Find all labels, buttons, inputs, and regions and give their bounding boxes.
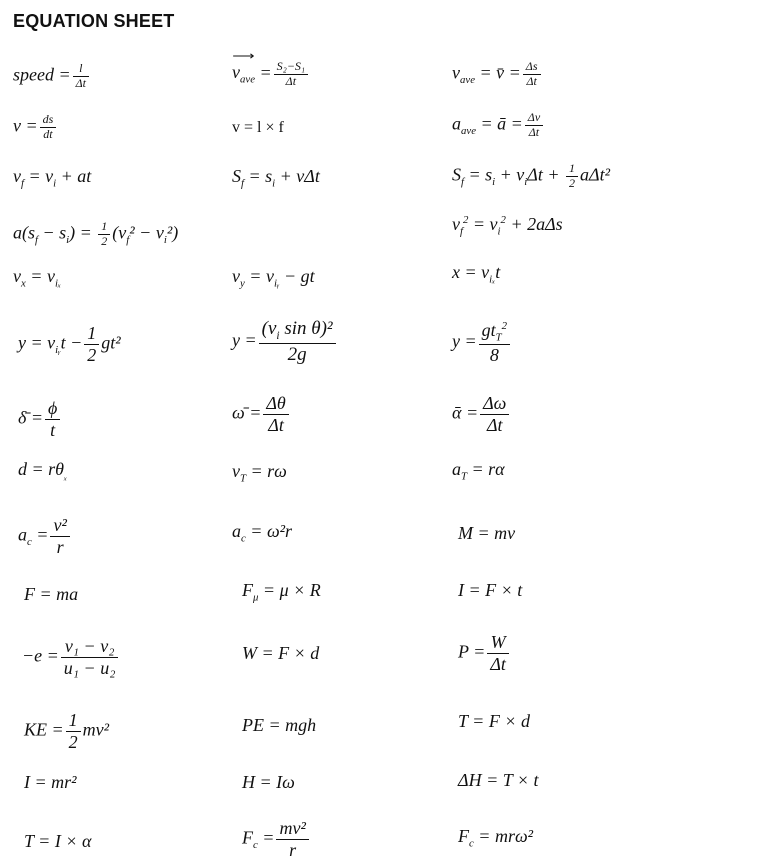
equation-torque-inertia: T = I × α (24, 831, 92, 851)
equation-centripetal-force: $F_c$ = $\frac{\text{mv²}}{r}$ (242, 818, 311, 860)
equation-tangential-acceleration: $a_T = r\alpha$ (452, 459, 505, 483)
equation-projectile-y: $y = v_{iᵧ}t$ − $\frac{1}{2}$ gt² (18, 323, 121, 365)
equation-friction-force: $F_\mu = \mu \times R$ (242, 580, 321, 604)
equation-angular-velocity-average: ω̄ = $\frac{\Delta\theta}{\Delta t}$ (232, 393, 291, 435)
equation-angular-impulse: ΔH = T × t (458, 770, 539, 790)
equation-work: W = F × d (242, 643, 320, 663)
equation-max-height: y = $\frac{(v_i \sin \theta)^2}{2g}$ (232, 318, 338, 366)
equation-power: P = $\frac{W}{\Delta t}$ (458, 632, 511, 674)
equation-final-position-constant-velocity: $S_f = s_i + v\Delta t$ (232, 166, 320, 190)
equation-acceleration-average: $a_{ave}$ = ā = $\frac{\Delta v}{\Delta t}$ (452, 111, 545, 140)
equation-angular-average-delta: δ̄ = $\frac{\phi}{t}$ (18, 398, 62, 440)
equation-wave-velocity: v = l × f (232, 119, 284, 136)
equation-velocity-derivative: v = $\frac{ds}{dt}$ (13, 113, 58, 142)
equation-final-velocity: $v_f = v_i$ + at (13, 166, 92, 190)
equation-projectile-vy: $v_y = v_{iᵧ}$ − gt (232, 266, 315, 290)
equation-height-from-time: y = $\frac{gt_T^2}{8}$ (452, 320, 512, 366)
equation-arc-length: $d = r\theta_{_x}$ (18, 459, 68, 483)
equation-velocity-average: $v_{ave}$ = v̄ = $\frac{\Delta s}{\Delta t}$ (452, 60, 543, 89)
equation-angular-acceleration-average: ᾱ = $\frac{\Delta\omega}{\Delta t}$ (452, 393, 511, 435)
equation-coefficient-restitution: −e = $\frac{\text{v₁ − v₂}}{\text{u₁ − u₂}}$ (22, 636, 120, 678)
equation-moment-of-inertia: I = mr² (24, 772, 77, 792)
equation-force: F = ma (24, 584, 79, 604)
equation-kinetic-energy: KE = $\frac{1}{2}$ mv² (24, 710, 110, 752)
equation-momentum: M = mv (458, 523, 516, 543)
equation-torque: T = F × d (458, 711, 530, 731)
equation-projectile-x: $x = v_{i_x}t$ (452, 262, 501, 286)
equation-centripetal-acceleration: $a_c$ = $\frac{\text{v²}}{r}$ (18, 515, 72, 557)
equation-centripetal-force-omega: $F_c = mr\omega^2$ (458, 826, 534, 850)
equation-speed: speed = $\frac{l}{\Delta t}$ (13, 62, 91, 91)
equation-velocity-squared: $v_f^2 = v_i^2 + 2a\Delta s$ (452, 214, 563, 238)
equation-vector-velocity-average: ⟶ $v_{ave}$ = $\frac{\text{S₂−S₁}}{\Delta t}$ (232, 60, 310, 89)
equation-tangential-velocity: $v_T = r\omega$ (232, 461, 287, 485)
equation-centripetal-acceleration-omega: $a_c = \omega^2r$ (232, 521, 293, 545)
equation-final-position-acceleration: $S_f = s_i + v_i\Delta t$ + $\frac{1}{2}$ aΔt² (452, 161, 610, 190)
equation-impulse: I = F × t (458, 580, 523, 600)
equation-potential-energy: PE = mgh (242, 715, 317, 735)
page-title: EQUATION SHEET (13, 11, 175, 31)
equation-projectile-vx: $v_x = v_{i_x}$ (13, 266, 62, 290)
equation-velocity-squared-distance: $a(s_f - s_i)$ = $\frac{1}{2}$ $(v_f^2 - v_i^2)$ (13, 219, 179, 248)
equation-angular-momentum: H = Iω (242, 772, 295, 792)
